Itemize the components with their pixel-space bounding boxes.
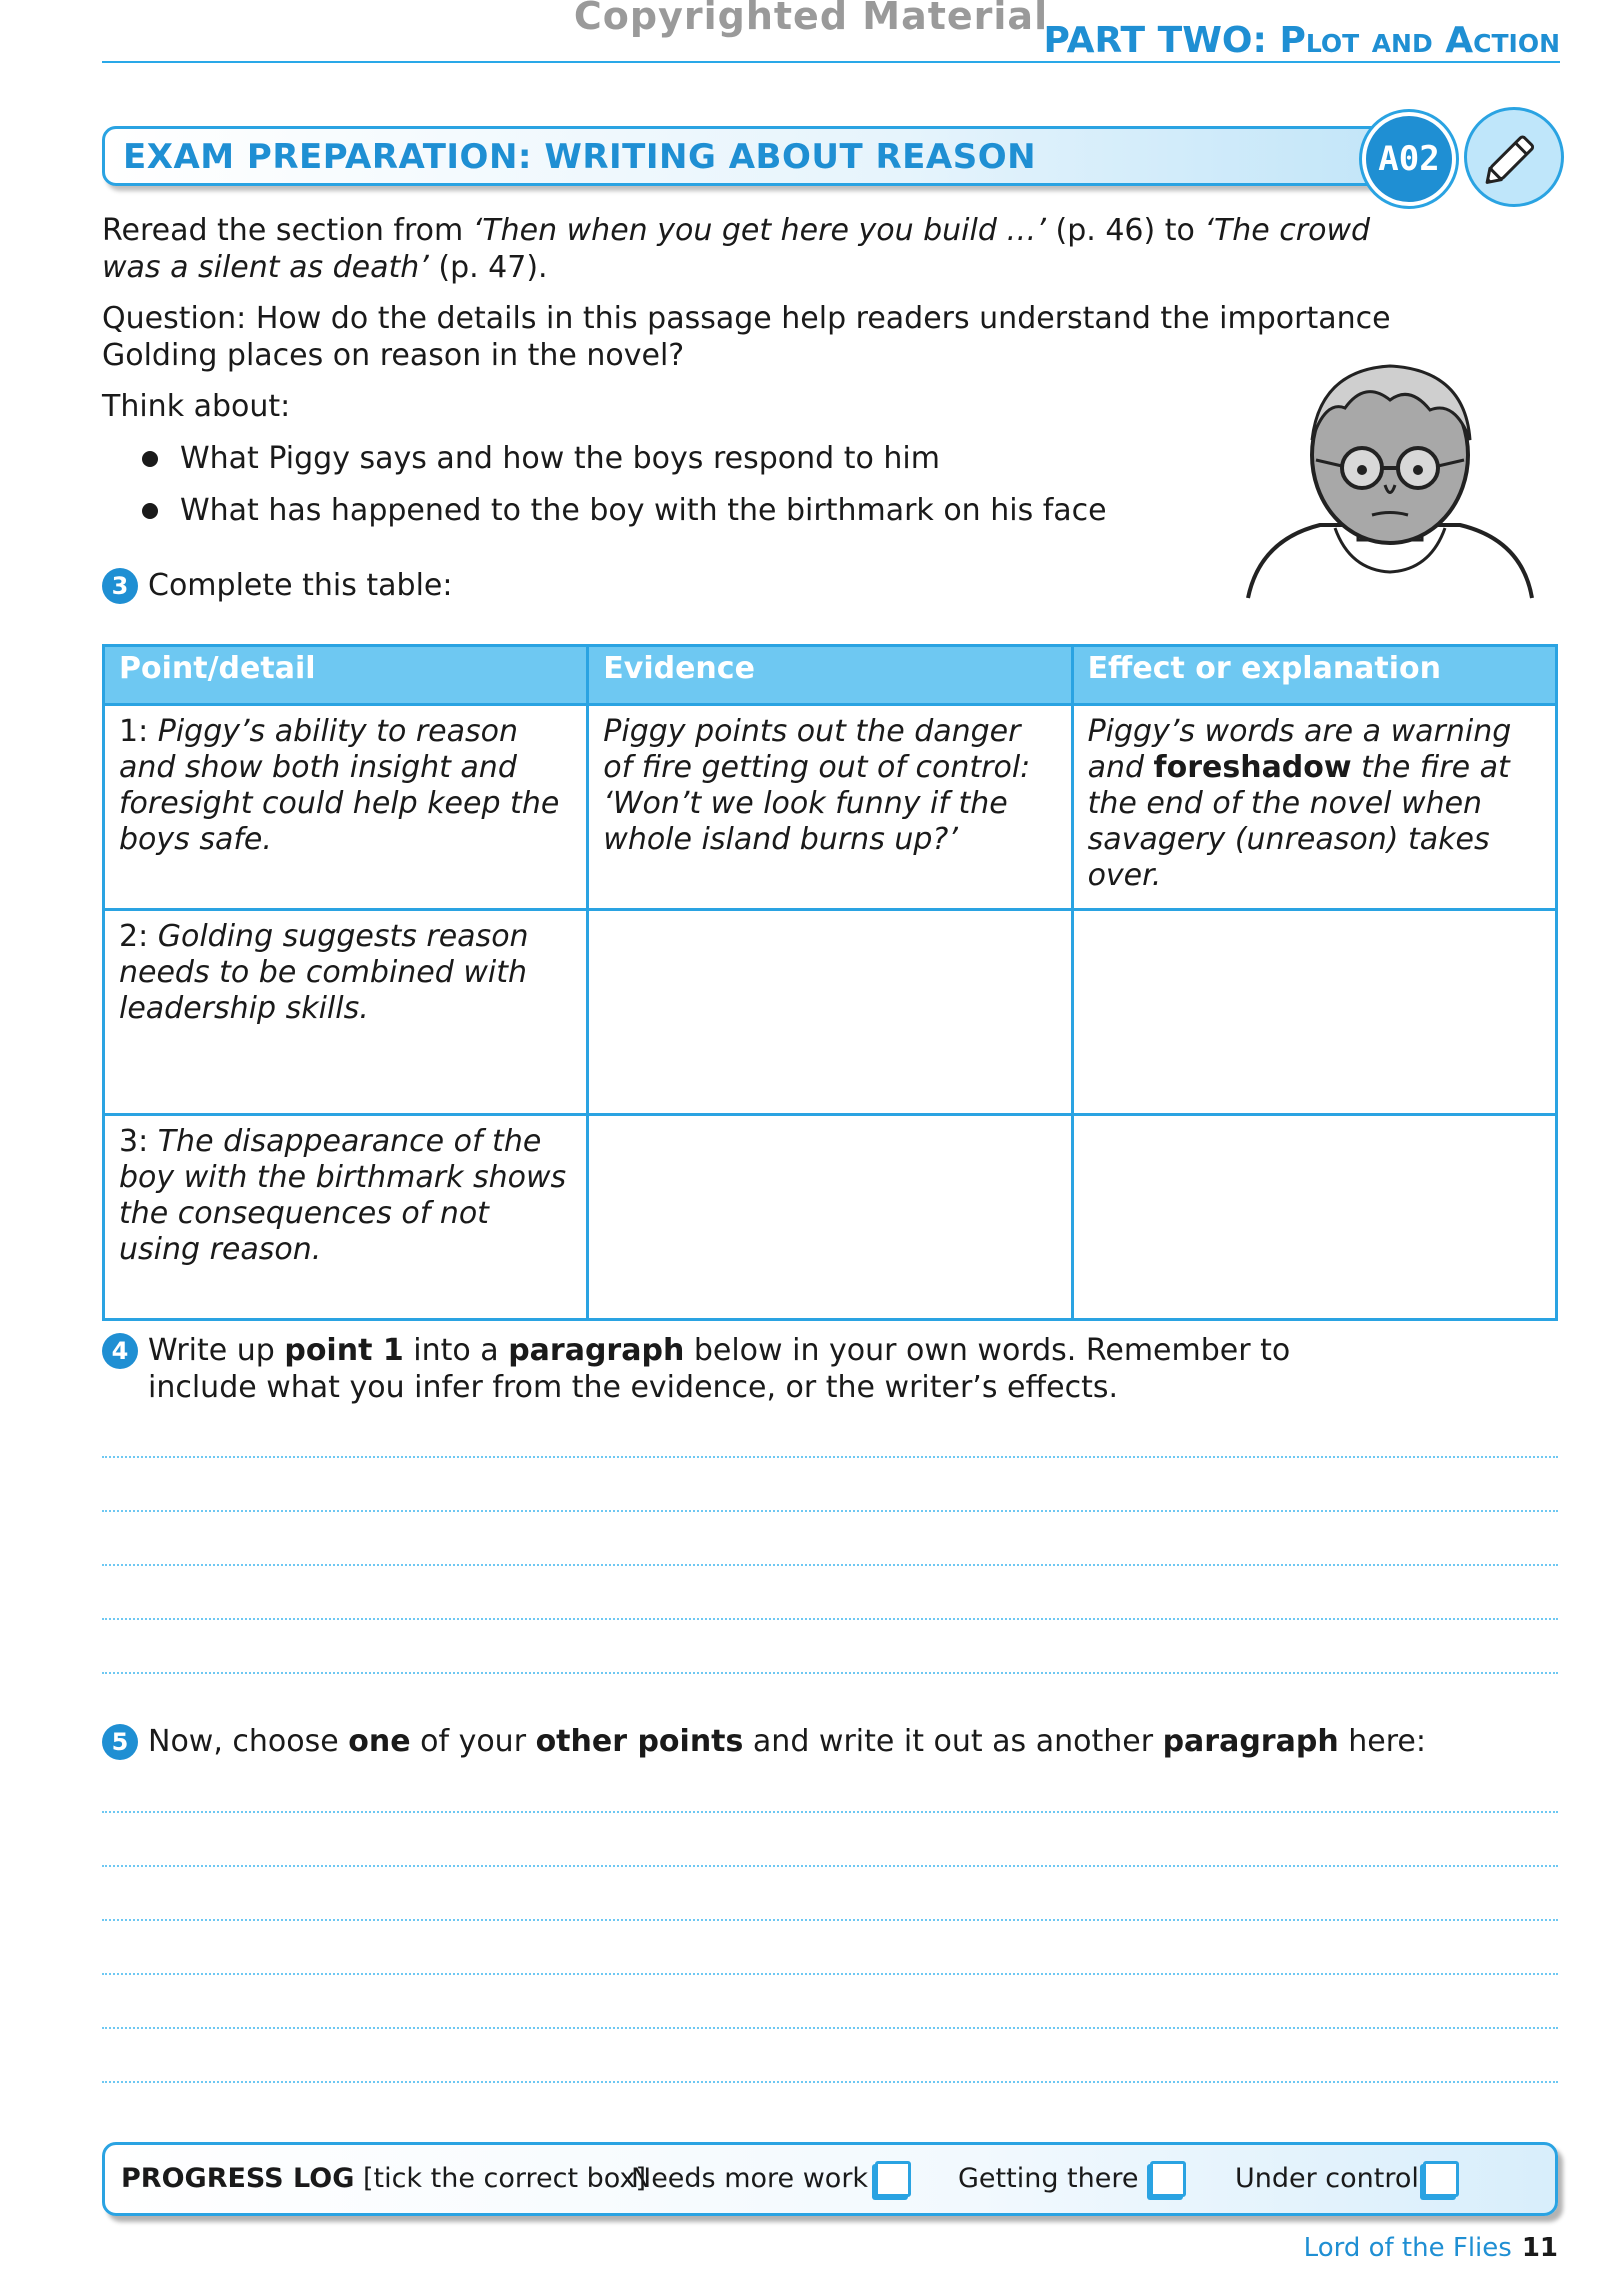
- point-number: 3:: [119, 1124, 158, 1159]
- effect-keyword: foreshadow: [1153, 750, 1352, 785]
- writing-line[interactable]: [102, 1865, 1558, 1867]
- copyright-watermark: Copyrighted Material: [573, 0, 1049, 38]
- question-line-2: Golding places on reason in the novel?: [102, 338, 685, 373]
- task-keyword: paragraph: [508, 1333, 685, 1368]
- task-keyword: other points: [535, 1724, 744, 1759]
- point-number: 1:: [119, 714, 158, 749]
- intro-quote-start: ‘Then when you get here you build …’: [472, 213, 1046, 248]
- point-cell: [104, 910, 588, 1115]
- intro-line-1: [102, 212, 1370, 249]
- page-number: 11: [1521, 2233, 1558, 2263]
- option-label: Needs more work: [631, 2163, 869, 2194]
- task-text: Write up: [148, 1333, 285, 1368]
- writing-line[interactable]: [102, 1811, 1558, 1813]
- pencil-icon: [1464, 107, 1564, 207]
- intro-text: (p. 46) to: [1045, 213, 1205, 248]
- section-banner: [102, 126, 1438, 186]
- writing-line[interactable]: [102, 1510, 1558, 1512]
- effect-text: Piggy’s words are a warning and: [1087, 714, 1512, 785]
- intro-text: (p. 47).: [428, 250, 548, 285]
- intro-line-2: [102, 249, 548, 286]
- option-label: Under control: [1235, 2163, 1419, 2194]
- column-header-effect: Effect or explanation: [1072, 646, 1556, 705]
- task-keyword: one: [348, 1724, 411, 1759]
- column-header-point: Point/detail: [104, 646, 588, 705]
- part-title: [1044, 20, 1561, 61]
- point-text: Golding suggests reason needs to be combined with leadership skills.: [119, 919, 529, 1026]
- option-label: Getting there: [958, 2163, 1139, 2194]
- page-footer: [1304, 2233, 1558, 2263]
- point-cell: [104, 705, 588, 910]
- task-4-line-1: [148, 1332, 1290, 1369]
- table-row: [104, 910, 1557, 1115]
- evidence-cell[interactable]: [588, 910, 1072, 1115]
- writing-line[interactable]: [102, 1564, 1558, 1566]
- part-prefix: PART TWO:: [1043, 20, 1280, 61]
- question-line-1: Question: How do the details in this passage help readers understand the importance: [102, 301, 1391, 336]
- writing-line[interactable]: [102, 1919, 1558, 1921]
- part-name: Plot and Action: [1279, 20, 1560, 61]
- assessment-objective-badge: A02: [1362, 112, 1456, 206]
- writing-line[interactable]: [102, 1456, 1558, 1458]
- under-control-checkbox[interactable]: [1423, 2161, 1459, 2197]
- bullet-item: What has happened to the boy with the birthmark on his face: [180, 493, 1107, 528]
- bullet-icon: [142, 451, 158, 467]
- writing-line[interactable]: [102, 1618, 1558, 1620]
- point-cell: [104, 1115, 588, 1320]
- point-number: 2:: [119, 919, 158, 954]
- effect-cell[interactable]: [1072, 910, 1556, 1115]
- table-row: [104, 705, 1557, 910]
- progress-hint: [tick the correct box]: [354, 2163, 646, 2194]
- task-text: Now, choose: [148, 1724, 349, 1759]
- piggy-illustration: [1240, 360, 1540, 610]
- progress-title: PROGRESS LOG: [121, 2163, 355, 2194]
- think-about-label: Think about:: [102, 389, 291, 424]
- writing-line[interactable]: [102, 1973, 1558, 1975]
- intro-quote-end: ‘The crowd: [1204, 213, 1371, 248]
- table-row: [104, 1115, 1557, 1320]
- header-rule: [102, 61, 1560, 63]
- evidence-cell[interactable]: Piggy points out the danger of fire getting out of control: ‘Won’t we look funny if the whole island burns up?’: [588, 705, 1072, 910]
- effect-text: the fire at the end of the novel when savagery (unreason) takes over.: [1087, 750, 1510, 893]
- task-number-badge: 4: [102, 1333, 138, 1369]
- point-text: The disappearance of the boy with the birthmark shows the consequences of not using reason.: [119, 1124, 567, 1267]
- section-title: EXAM PREPARATION: WRITING ABOUT REASON: [123, 137, 1037, 177]
- writing-line[interactable]: [102, 2027, 1558, 2029]
- intro-text: Reread the section from: [102, 213, 473, 248]
- task-keyword: point 1: [284, 1333, 404, 1368]
- writing-line[interactable]: [102, 2081, 1558, 2083]
- needs-more-work-checkbox[interactable]: [875, 2161, 911, 2197]
- book-title: Lord of the Flies: [1303, 2233, 1512, 2263]
- progress-log: [102, 2142, 1558, 2216]
- task-number-badge: 5: [102, 1724, 138, 1760]
- task-3-label: Complete this table:: [148, 568, 453, 603]
- getting-there-checkbox[interactable]: [1150, 2161, 1186, 2197]
- progress-log-title: [121, 2163, 646, 2194]
- task-text: and write it out as another: [743, 1724, 1163, 1759]
- task-number-badge: 3: [102, 568, 138, 604]
- task-text: of your: [410, 1724, 536, 1759]
- effect-cell[interactable]: [1072, 705, 1556, 910]
- column-header-evidence: Evidence: [588, 646, 1072, 705]
- writing-line[interactable]: [102, 1672, 1558, 1674]
- point-text: Piggy’s ability to reason and show both insight and foresight could help keep the boys safe.: [119, 714, 560, 857]
- intro-quote-end: was a silent as death’: [102, 250, 429, 285]
- effect-cell[interactable]: [1072, 1115, 1556, 1320]
- bullet-icon: [142, 503, 158, 519]
- task-5-line: [148, 1723, 1426, 1760]
- table-header-row: [104, 646, 1557, 705]
- task-text: into a: [403, 1333, 509, 1368]
- task-text: below in your own words. Remember to: [684, 1333, 1291, 1368]
- task-text: here:: [1338, 1724, 1426, 1759]
- analysis-table: [102, 644, 1558, 1321]
- bullet-item: What Piggy says and how the boys respond to him: [180, 441, 940, 476]
- task-keyword: paragraph: [1162, 1724, 1339, 1759]
- evidence-cell[interactable]: [588, 1115, 1072, 1320]
- task-4-line-2: include what you infer from the evidence, or the writer’s effects.: [148, 1370, 1119, 1405]
